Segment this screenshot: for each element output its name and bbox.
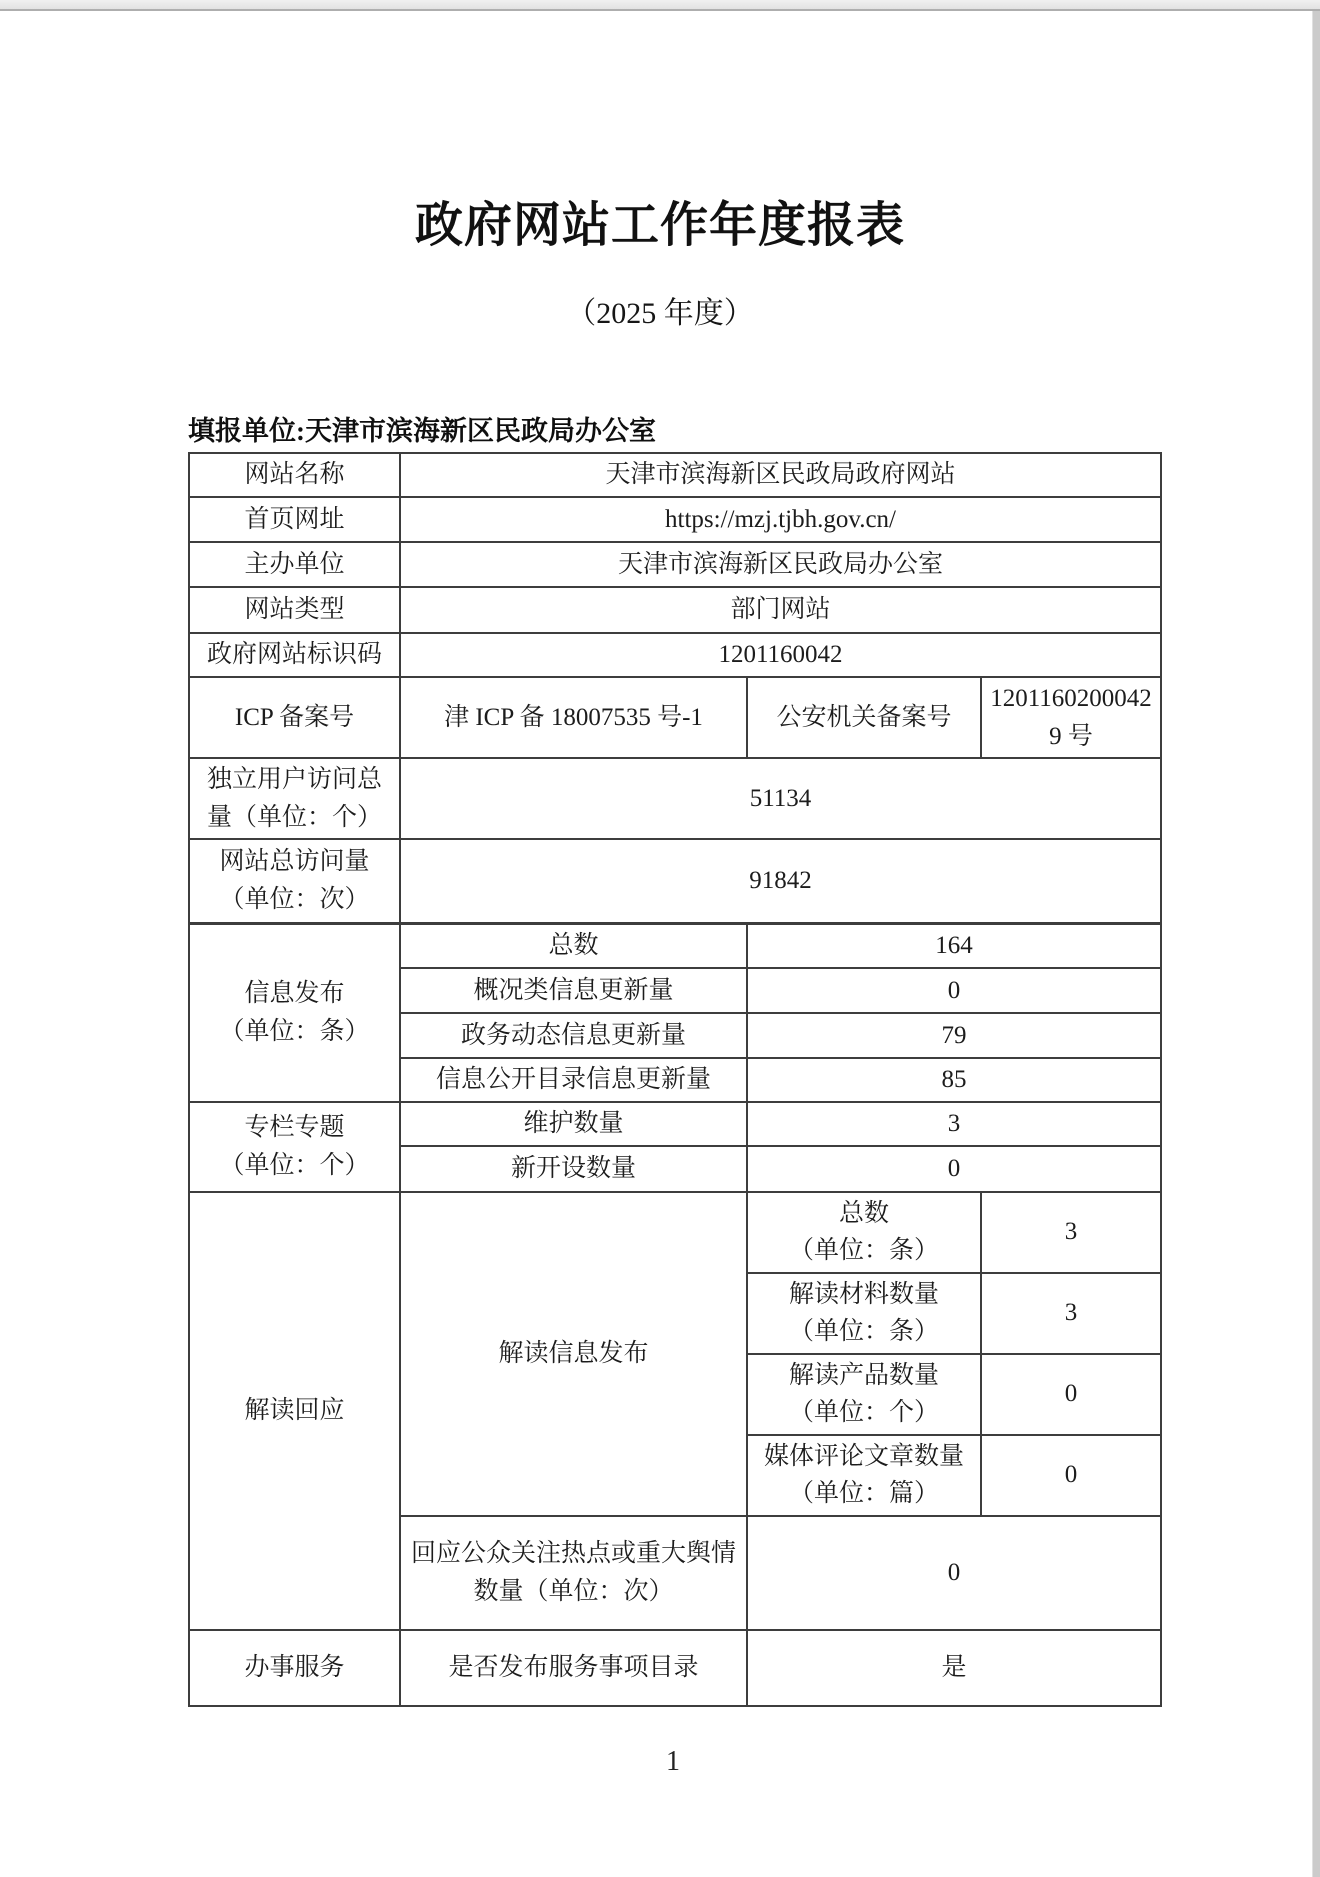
reporting-unit-line: 填报单位:天津市滨海新区民政局办公室 (188, 416, 656, 446)
site-name-value: 天津市滨海新区民政局政府网站 (400, 453, 1161, 497)
interpretation-item-unit: （单位：个） (788, 1399, 939, 1426)
interpretation-item-label (747, 1192, 981, 1273)
interpretation-publish-label: 解读信息发布 (400, 1192, 747, 1516)
interpretation-item-name: 媒体评论文章数量 (763, 1442, 964, 1470)
info-publish-item-label: 信息公开目录信息更新量 (400, 1058, 747, 1102)
page-number: 1 (666, 1746, 680, 1777)
page-title: 政府网站工作年度报表 (414, 199, 905, 252)
columns-topics-label-line2: （单位：个） (219, 1151, 370, 1179)
info-publish-item-label: 总数 (400, 923, 747, 968)
total-visits-label: 网站总访问量（单位：次） (189, 839, 400, 923)
info-publish-label-line2: （单位：条） (219, 1017, 370, 1045)
interpretation-item-value: 0 (981, 1435, 1161, 1516)
interpretation-item-value: 3 (981, 1192, 1161, 1273)
organizer-label: 主办单位 (189, 542, 400, 587)
site-name-label: 网站名称 (189, 453, 400, 497)
icp-label: ICP 备案号 (189, 677, 400, 758)
columns-topics-item-value: 3 (747, 1102, 1161, 1146)
site-code-value: 1201160042 (400, 633, 1161, 677)
interpretation-item-unit: （单位：条） (788, 1318, 939, 1345)
icp-value: 津 ICP 备 18007535 号-1 (400, 677, 747, 758)
home-url-value: https://mzj.tjbh.gov.cn/ (400, 497, 1161, 542)
interpretation-item-label (747, 1273, 981, 1354)
interpretation-item-unit: （单位：条） (788, 1237, 939, 1264)
site-type-value: 部门网站 (400, 587, 1161, 633)
page-subtitle: （2025 年度） (566, 297, 754, 330)
site-type-label: 网站类型 (189, 587, 400, 633)
unique-visitors-label: 独立用户访问总量（单位：个） (189, 758, 400, 839)
hotspot-response-value: 0 (747, 1516, 1161, 1630)
info-publish-item-label: 政务动态信息更新量 (400, 1013, 747, 1058)
info-publish-label (189, 923, 400, 1102)
total-visits-value: 91842 (400, 839, 1161, 923)
interpretation-item-name: 解读材料数量 (788, 1280, 939, 1308)
info-publish-label-line1: 信息发布 (244, 980, 345, 1008)
info-publish-item-value: 85 (747, 1058, 1161, 1102)
interpretation-item-name: 解读产品数量 (788, 1361, 939, 1389)
columns-topics-item-label: 维护数量 (400, 1102, 747, 1146)
services-catalog-value: 是 (747, 1630, 1161, 1706)
hotspot-response-label: 回应公众关注热点或重大舆情数量（单位：次） (400, 1516, 747, 1630)
columns-topics-item-value: 0 (747, 1146, 1161, 1192)
interpretation-item-value: 0 (981, 1354, 1161, 1435)
unique-visitors-value: 51134 (400, 758, 1161, 839)
interpretation-item-label (747, 1354, 981, 1435)
services-label: 办事服务 (189, 1630, 400, 1706)
info-publish-item-value: 0 (747, 968, 1161, 1013)
info-publish-item-value: 79 (747, 1013, 1161, 1058)
home-url-label: 首页网址 (189, 497, 400, 542)
scan-edge-top (0, 0, 1320, 11)
info-publish-item-value: 164 (747, 923, 1161, 968)
columns-topics-item-label: 新开设数量 (400, 1146, 747, 1192)
police-record-label: 公安机关备案号 (747, 677, 981, 758)
interpretation-item-value: 3 (981, 1273, 1161, 1354)
interpretation-item-unit: （单位：篇） (788, 1480, 939, 1507)
police-record-value: 12011602000429 号 (981, 677, 1161, 758)
services-catalog-label: 是否发布服务事项目录 (400, 1630, 747, 1706)
interpretation-label: 解读回应 (189, 1192, 400, 1630)
annual-report-table (188, 452, 1162, 1707)
interpretation-item-name: 总数 (838, 1199, 889, 1227)
columns-topics-label (189, 1102, 400, 1192)
site-code-label: 政府网站标识码 (189, 633, 400, 677)
columns-topics-label-line1: 专栏专题 (244, 1114, 345, 1142)
info-publish-item-label: 概况类信息更新量 (400, 968, 747, 1013)
interpretation-item-label (747, 1435, 981, 1516)
organizer-value: 天津市滨海新区民政局办公室 (400, 542, 1161, 587)
